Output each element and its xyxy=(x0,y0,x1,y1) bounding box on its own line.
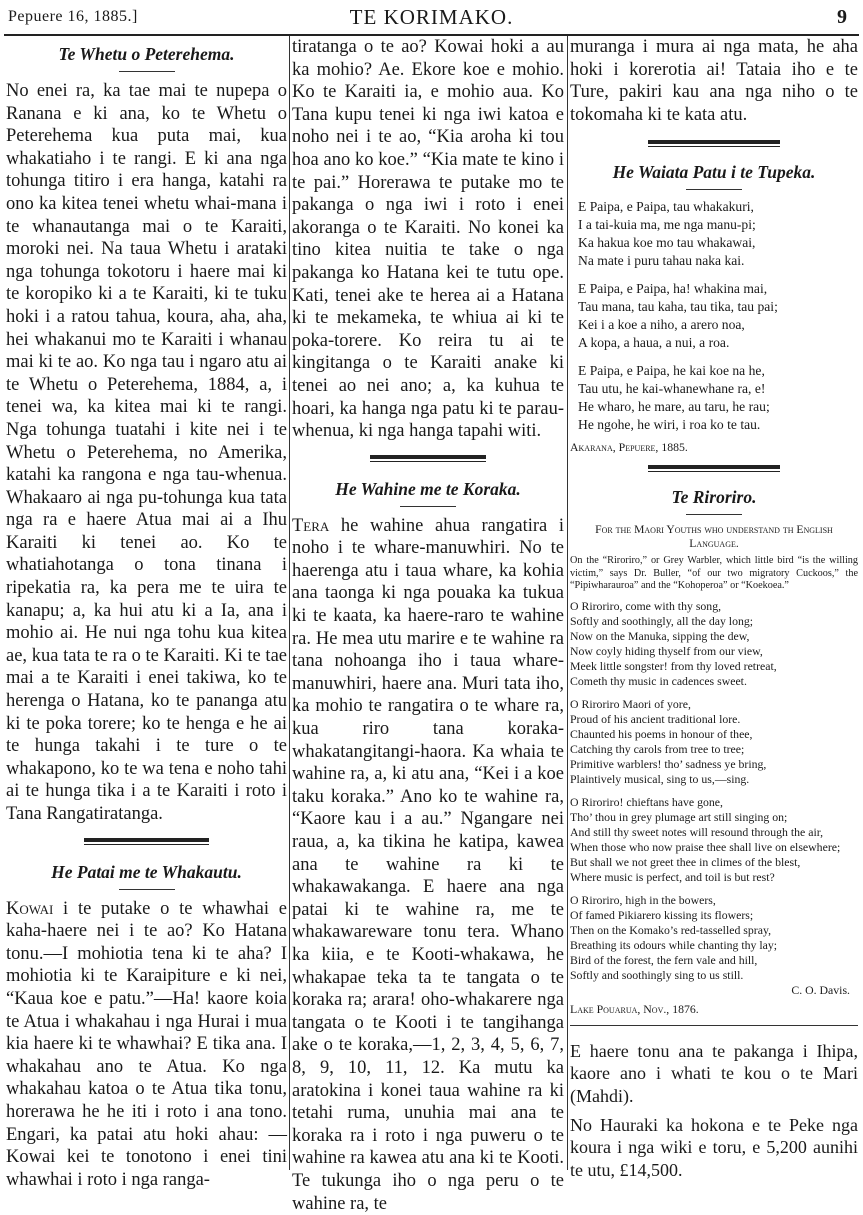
poem-place-date: Lake Pouarua, Nov., 1876. xyxy=(570,1001,699,1016)
verse-line: E Paipa, e Paipa, he kai koe na he, xyxy=(578,363,765,379)
poem-stanza xyxy=(570,795,858,885)
heading-rule xyxy=(119,889,175,890)
song-signature xyxy=(570,440,858,455)
verse-line: Proud of his ancient traditional lore. xyxy=(570,711,741,726)
verse-line: Tho’ thou in grey plumage art still singing on; xyxy=(570,809,788,824)
page-header xyxy=(0,0,863,34)
verse-line: Tau mana, tau kaha, tau tika, tau pai; xyxy=(578,299,778,315)
article-heading: Te Whetu o Peterehema. xyxy=(58,44,235,64)
news-item: No Hauraki ka hokona e te Peke nga koura i nga wiki e toru, e 5,200 aunihi te utu, £14,500. xyxy=(570,1114,858,1180)
verse-line: When those who now praise thee shall live on elsewhere; xyxy=(570,839,841,854)
poem-stanza xyxy=(570,697,858,787)
article-text: he wahine ahua rangatira i noho i te whare-manuwhiri. No te haerenga atu i taua whare, ka kohia ana taonga ki nga pouaka ka tukua ki te kaata, ka haere-raro te wahine ra. He mea utu marire e te wahine ra tana nohoanga iho i taua whare-manuwhiri, haere ana. Muri tata iho, ka mohio te rangatira o te whare ra, kua riro tana koraka-whakatangitangi-haora. Ka whaia te wahine ra, a, ki atu ana, “Kei i a koe taku koraka.” Ano ko te wahine ra, “Kaore kau i a au.” Ngangare nei raua, a, ka tikina he katipa, kawea ana te wahine ra ki te whakawakanga. E haere ana nga patai ki te wahine ra, me te whakawareware tonu tera. Whano ka kiia, e te Kooti-whakawa, he whakapae teka ta te tangata o te koraka ra; arara! oho-whakarere nga tangata o te Kooti i te tangihanga ake o te koraka,—1, 2, 3, 4, 5, 6, 7, 8, 9, 10, 11, 12. Ka mutu ka aratokina i konei taua wahine ra ki tetahi ruma, unuhia mai ana te koraka ra i roto i nga puweru o te wahine ra kawea atu ana ki te Kooti. Te tukunga iho o nga peru o te wahine ra, te xyxy=(292,515,564,1214)
verse-line: Softly and soothingly sing to us still. xyxy=(570,967,744,982)
verse-line: E Paipa, e Paipa, tau whakakuri, xyxy=(578,199,754,215)
column-1 xyxy=(6,36,287,1190)
page-number: 9 xyxy=(837,6,847,28)
verse-line: Tau utu, he kai-whanewhane ra, e! xyxy=(578,381,766,397)
article-separator xyxy=(570,140,858,154)
column-2 xyxy=(292,36,564,1214)
verse-line: Kei i a koe a niho, a arero noa, xyxy=(578,317,745,333)
heading-rule xyxy=(119,71,175,72)
verse-line: Cometh thy music in cadences sweet. xyxy=(570,673,747,688)
verse-line: Plaintively musical, sing to us,—sing. xyxy=(570,771,750,786)
article-separator xyxy=(6,838,287,852)
verse-line: Then on the Komako’s red-tasselled spray, xyxy=(570,922,772,937)
lead-word: Kowai xyxy=(6,898,54,919)
column-divider xyxy=(567,36,568,1170)
lead-word: Tera xyxy=(292,515,330,536)
heading-rule xyxy=(400,506,456,507)
verse-line: And still thy sweet notes will resound through the air, xyxy=(570,824,824,839)
verse-line: E Paipa, e Paipa, ha! whakina mai, xyxy=(578,281,768,297)
verse-line: Primitive warblers! tho’ sadness ye bring, xyxy=(570,756,767,771)
section-rule xyxy=(570,1025,858,1026)
verse-line: Softly and soothingly, all the day long; xyxy=(570,613,754,628)
article-heading: He Patai me te Whakautu. xyxy=(51,861,242,882)
verse-line: O Riroriro! chieftans have gone, xyxy=(570,794,723,809)
verse-line: Where music is perfect, and toil is but rest? xyxy=(570,869,775,884)
heading-rule xyxy=(686,514,742,515)
poem-stanza xyxy=(570,599,858,689)
article-separator xyxy=(292,455,564,469)
article-body: No enei ra, ka tae mai te nupepa o Ranana e ki ana, ko te Whetu o Peterehema kua puta mai, kua whakatiaho i te rangi. E ki ana nga tohunga titiro i era hanga, katahi ra ono ka kitea tenei whetu whai-mana i te whanautanga mai o te Karaiti, moroki nei. Na taua Whetu i arataki nga tohunga tokotoru i haere mai ki te koropiko ki a te Karaiti, ki te tuku hoki i a ratou tahua, koura, aha, aha, hei whakanui mo te Karaiti i whanau mai ki te ao. Ko nga tau i ngaro atu ai te Whetu o Peterehema, 1884, a, i tenei wa, ka kitea mai ki te rangi. Nga tohunga tuatahi i kite nei i te Whetu o Peterehema, no Amerika, katahi ka rangona e nga tau-whenua. Whakaaro ai nga pu-tohunga kua tata nga ra e haere Atua mai ai a Ihu Karaiti ki tenei ao. Ko te whatiahotanga o tona tinana i ripekatia ra, ka pera me te uira te kanapu; a, ka hui atu ki a Ia, ana i mohio ai. He nui nga tohu kua kitea ae, kua tata te ra o te Karaiti. Ki te tae mai a te Karaiti i enei takiwa, ko te herenga o Hatana, ko te pananga atu ki te poka torere; ko te henga e he ai te hunga takahi i te ture o te whakapono, ko te wa tena e noho tahi ai te hunga tika i a te Karaiti i roto i Tana Rangatiratanga. xyxy=(6,81,287,824)
verse-line: Meek little songster! from thy loved retreat, xyxy=(570,658,777,673)
verse-line: Of famed Pikiarero kissing its flowers; xyxy=(570,907,754,922)
article-body: tiratanga o te ao? Kowai hoki a au ka mohio? Ae. Ekore koe e mohio. Ko te Karaiti ia, e mohio aua. Ko Tana kupu tenei ki nga iwi katoa e noho nei i te ao, “Kia aroha ki tou hoa ano ko koe.” “Kia mate te kino i te pai.” Horerawa te putake mo te pakanga o nga iwi i roto i enei akoranga o te Karaiti. No konei ka tino kitea nuitia te take o nga pakanga ko Hatana kei te tutu ope. Kati, tenei ake te herea ai a Hatana ki te mekameka, te whiua ai ki te poka-torere. Ko reira tu ai te kingitanga o te Karaiti anake ki tenei ao nei ano; a, ka kuhua te hoari, ka hanga nga patu ki te parau-whenua, ki nga hanga tapahi witi. xyxy=(292,37,564,442)
song-stanza xyxy=(570,362,858,434)
verse-line: O Riroriro Maori of yore, xyxy=(570,696,691,711)
poem-note: On the “Riroriro,” or Grey Warbler, which little bird “is the willing victim,” says Dr. Buller, “of our two migratory Cuckoos,” the “Pipiwharauroa” and the “Kohoperoa” or “Koekoea.” xyxy=(570,555,858,592)
signature-text: Akarana, Pepuere, 1885. xyxy=(570,440,688,455)
poem-stanza xyxy=(570,893,858,983)
verse-line: Now coyly hiding thyself from our view, xyxy=(570,643,763,658)
verse-line: But shall we not greet thee in climes of the blest, xyxy=(570,854,801,869)
verse-line: Na mate i puru tahau naka kai. xyxy=(578,253,745,269)
column-3 xyxy=(570,36,858,1180)
article-body: muranga i mura ai nga mata, he aha hoki i korerotia ai! Tataia iho e te Ture, pakiri kau ana nga niho o te tokomaha ki te kata atu. xyxy=(570,37,858,125)
verse-line: Chaunted his poems in honour of thee, xyxy=(570,726,753,741)
verse-line: He wharo, he mare, au taru, he rau; xyxy=(578,399,770,415)
verse-line: I a tai-kuia ma, me nga manu-pi; xyxy=(578,217,756,233)
heading-rule xyxy=(686,189,742,190)
verse-line: O Riroriro, high in the bowers, xyxy=(570,892,716,907)
song-stanza xyxy=(570,198,858,270)
article-body xyxy=(6,898,287,1192)
news-item: E haere tonu ana te pakanga i Ihipa, kaore ano i whati te kou o te Mari (Mahdi). xyxy=(570,1040,858,1107)
poem-subtitle: For the Maori Youths who understand th English Language. xyxy=(595,523,833,551)
newspaper-title: TE KORIMAKO. xyxy=(349,5,514,29)
poem-author: C. O. Davis. xyxy=(791,982,850,997)
article-separator xyxy=(570,465,858,479)
issue-date: Pepuere 16, 1885.] xyxy=(8,8,138,25)
article-text: i te putake o te whawhai e kaha-haere nei i te ao? Ko Hatana tonu.—I mohiotia tena ki te aha? I mohiotia ki te Karaipiture e ki nei, “Kaua koe e patu.”—Ha! kaore koia te Atua i whakahau i nga Hurai i mua kia haere ki te whawhai? E tika ana. I whakahau ano te Atua. Ko nga whakahau katoa o te Atua tika tonu, horerawa he he iti i roto i ana tono. Engari, ka patai atu hoki ahau: —Kowai kei te tonotono i enei tini whawhai i roto i nga ranga- xyxy=(6,898,287,1190)
article-heading: He Wahine me te Koraka. xyxy=(335,478,521,499)
verse-line: Now on the Manuka, sipping the dew, xyxy=(570,628,750,643)
verse-line: O Riroriro, come with thy song, xyxy=(570,598,722,613)
article-heading: Te Riroriro. xyxy=(671,487,757,508)
verse-line: Ka hakua koe mo tau whakawai, xyxy=(578,235,756,251)
column-divider xyxy=(289,36,290,1170)
verse-line: A kopa, a haua, a nui, a roa. xyxy=(578,335,730,351)
song-stanza xyxy=(570,280,858,352)
verse-line: Catching thy carols from tree to tree; xyxy=(570,741,745,756)
verse-line: He ngohe, he wiri, i roa ko te tau. xyxy=(578,417,761,433)
verse-line: Bird of the forest, the fern vale and hill, xyxy=(570,952,758,967)
article-body xyxy=(292,515,564,1215)
verse-line: Breathing its odours while chanting thy lay; xyxy=(570,937,778,952)
article-heading: He Waiata Patu i te Tupeka. xyxy=(612,162,816,183)
